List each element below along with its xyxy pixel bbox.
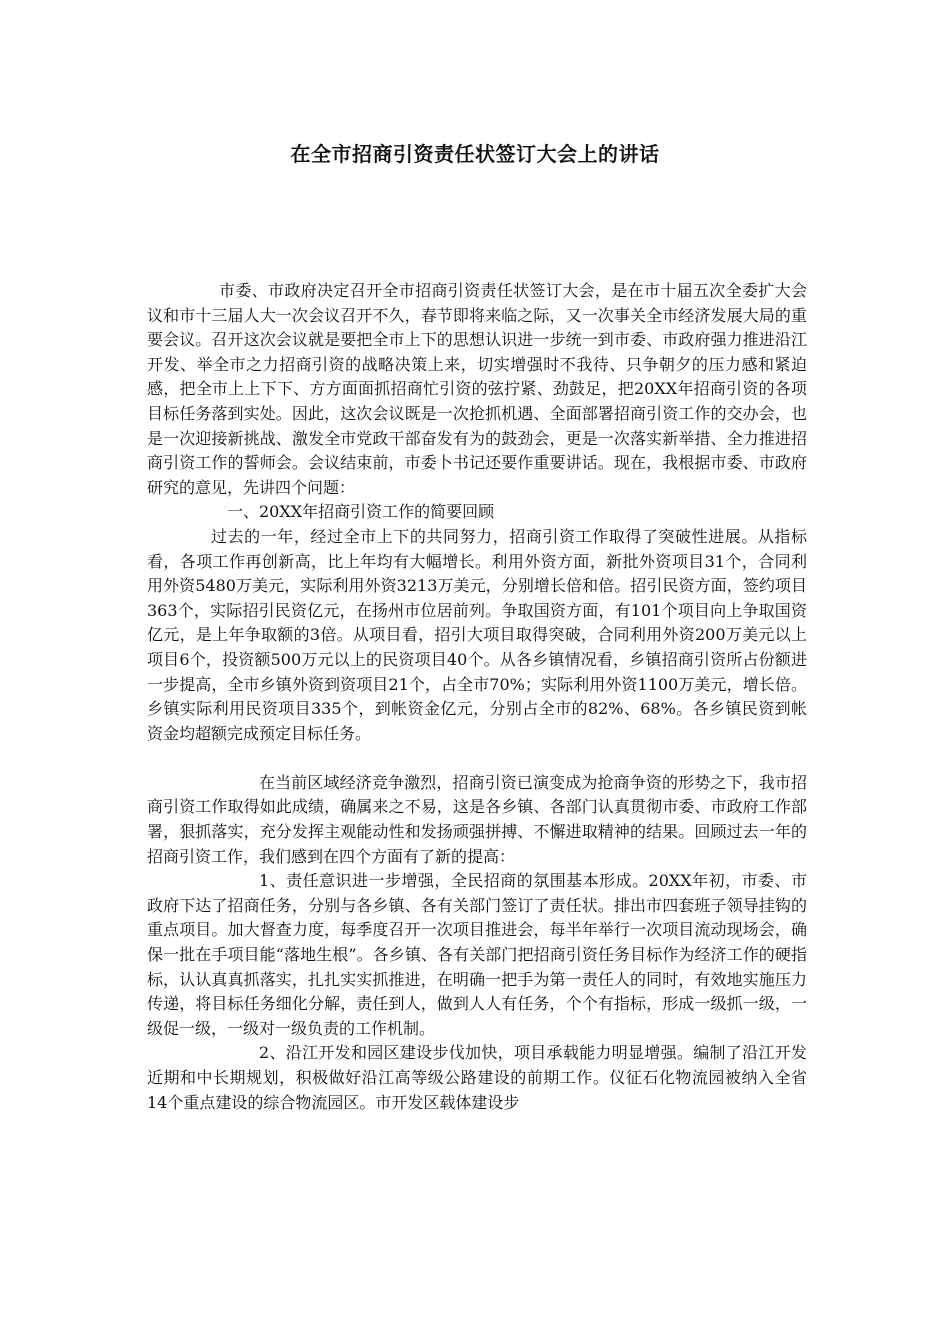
paragraph-review: 过去的一年，经过全市上下的共同努力，招商引资工作取得了突破性进展。从指标看，各项工作再创新高，比上年均有大幅增长。利用外资方面，新批外资项目31个，合同利用外资5480万美元，实际利用外资3213万美元，分别增长倍和倍。招引民资方面，签约项目363个，实际招引民资亿元，在扬州市位居前列。争取国资方面，有101个项目向上争取国资亿元，是上年争取额的3倍。从项目看，招引大项目取得突破，合同利用外资200万美元以上项目6个，投资额500万元以上的民资项目40个。从各乡镇情况看，乡镇招商引资所占份额进一步提高，全市乡镇外资到资项目21个，占全市70%；实际利用外资1100万美元，增长倍。乡镇实际利用民资项目335个，到帐资金亿元，分别占全市的82%、68%。各乡镇民资到帐资金均超额完成预定目标任务。: [147, 526, 807, 743]
document-body: [147, 279, 807, 1115]
section-heading-review: 一、20XX年招商引资工作的简要回顾: [227, 502, 495, 522]
paragraph-intro: 市委、市政府决定召开全市招商引资责任状签订大会，是在市十届五次全委扩大会议和市十三届人大一次会议召开不久，春节即将来临之际，又一次事关全市经济发展大局的重要会议。召开这次会议就是要把全市上下的思想认识进一步统一到市委、市政府强力推进沿江开发、举全市之力招商引资的战略决策上来，切实增强时不我待、只争朝夕的压力感和紧迫感，把全市上上下下、方方面面抓招商忙引资的弦拧紧、劲鼓足，把20XX年招商引资的各项目标任务落到实处。因此，这次会议既是一次抢抓机遇、全面部署招商引资工作的交办会，也是一次迎接新挑战、激发全市党政干部奋发有为的鼓劲会，更是一次落实新举措、全力推进招商引资工作的誓师会。会议结束前，市委卜书记还要作重要讲话。现在，我根据市委、市政府研究的意见，先讲四个问题：: [147, 281, 807, 497]
document-title: 在全市招商引资责任状签订大会上的讲话: [290, 142, 660, 166]
paragraph-spacer: [147, 746, 807, 771]
paragraph-point-1: 1、责任意识进一步增强，全民招商的氛围基本形成。20XX年初，市委、市政府下达了招商任务，分别与各乡镇、各有关部门签订了责任状。排出市四套班子领导挂钩的重点项目。加大督查力度，每季度召开一次项目推进会，每半年举行一次项目流动现场会，确保一批在手项目能“落地生根”。各乡镇、各有关部门把招商引资任务目标作为经济工作的硬指标，认认真真抓落实，扎扎实实抓推进，在明确一把手为第一责任人的同时，有效地实施压力传递，将目标任务细化分解，责任到人，做到人人有任务，个个有指标，形成一级抓一级，一级促一级，一级对一级负责的工作机制。: [147, 871, 807, 1038]
paragraph-context: 在当前区域经济竞争激烈，招商引资已演变成为抢商争资的形势之下，我市招商引资工作取得如此成绩，确属来之不易，这是各乡镇、各部门认真贯彻市委、市政府工作部署，狠抓落实，充分发挥主观能动性和发扬顽强拼搏、不懈进取精神的结果。回顾过去一年的招商引资工作，我们感到在四个方面有了新的提高：: [147, 772, 807, 866]
paragraph-point-2: 2、沿江开发和园区建设步伐加快，项目承载能力明显增强。编制了沿江开发近期和中长期规划，积极做好沿江高等级公路建设的前期工作。仪征石化物流园被纳入全省14个重点建设的综合物流园区。市开发区载体建设步: [147, 1043, 807, 1112]
